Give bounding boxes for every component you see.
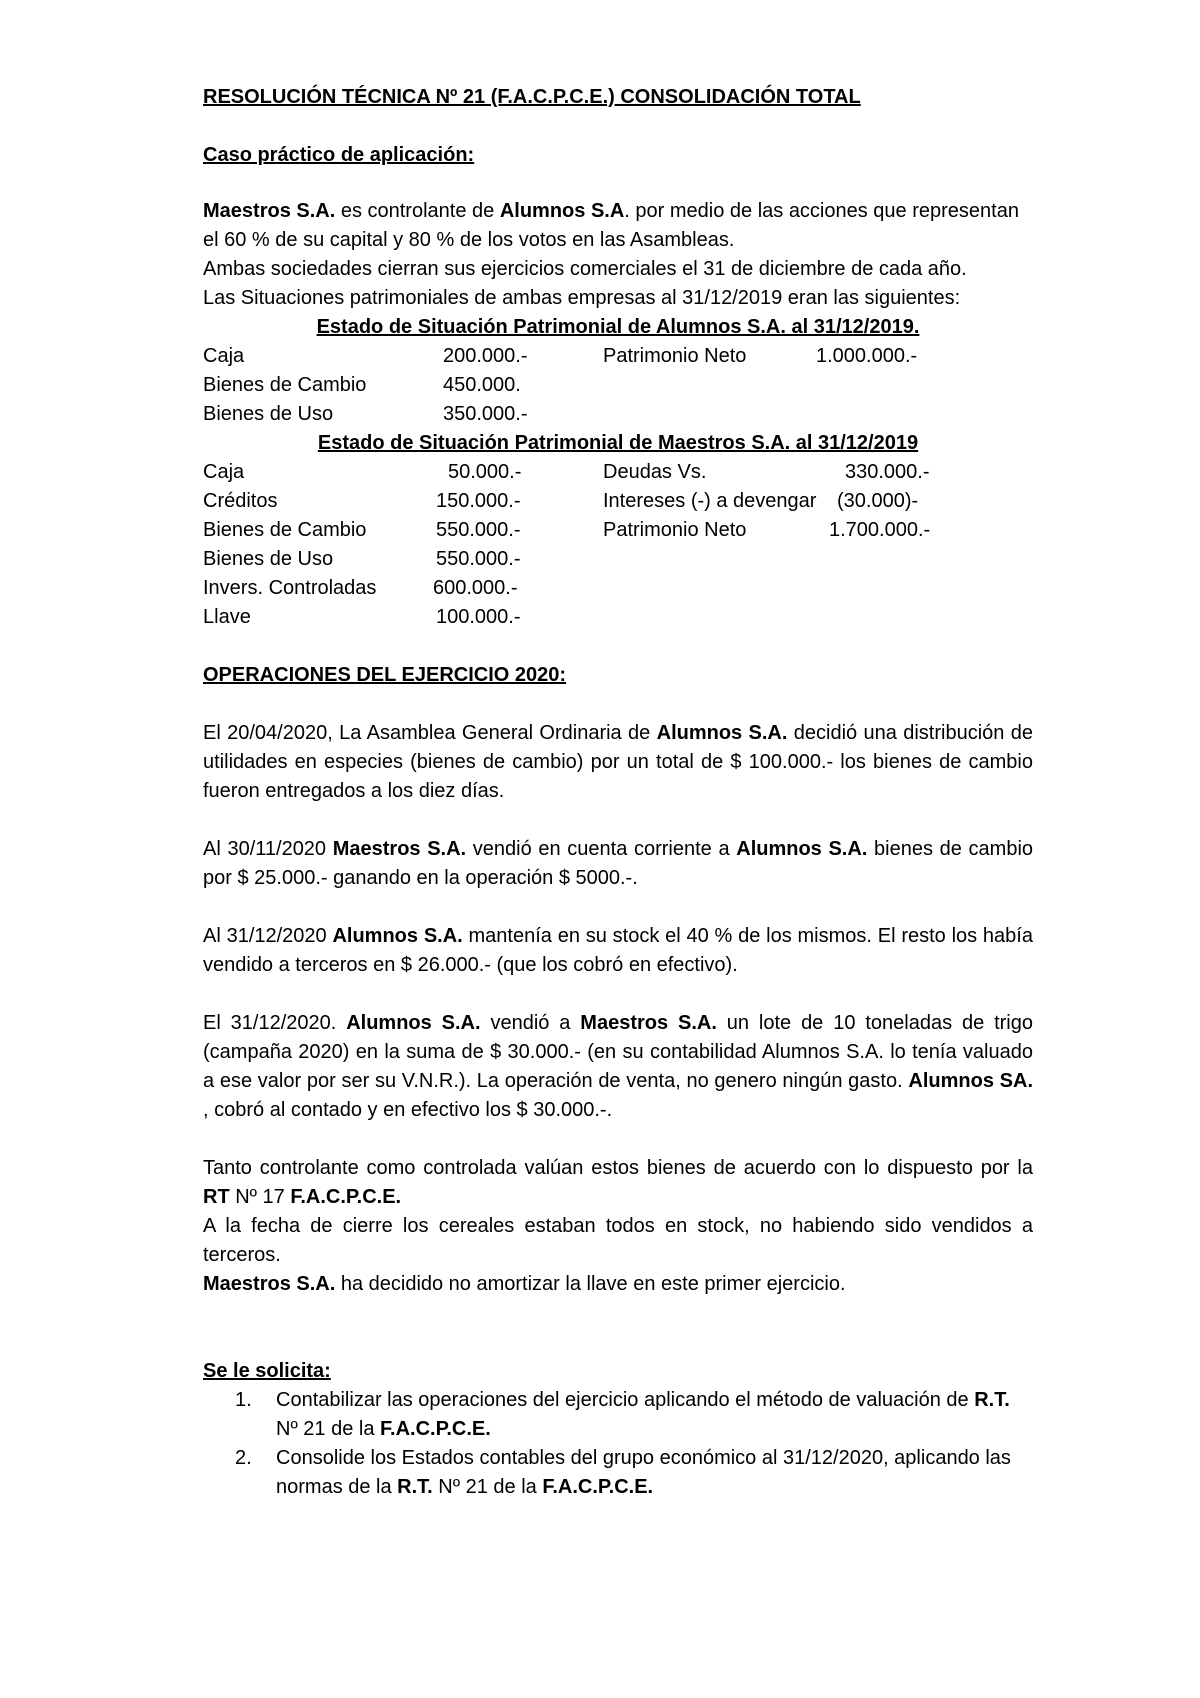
request-heading: Se le solicita:	[203, 1360, 331, 1382]
document-heading-block	[203, 83, 1033, 112]
norm-reference: RT	[203, 1186, 230, 1208]
account-amount: 330.000.-	[845, 461, 930, 483]
intro-section	[203, 197, 1033, 313]
account-name: Caja	[203, 345, 245, 367]
text-run: Nº 21 de la	[432, 1476, 543, 1498]
text-run: El 20/04/2020, La Asamblea General Ordinaria de	[203, 722, 657, 744]
account-amount: 1.700.000.-	[829, 519, 931, 541]
norm-reference: R.T.	[974, 1389, 1010, 1411]
balance-row	[203, 342, 1033, 371]
text-run: es controlante de	[335, 200, 500, 222]
request-section	[203, 1357, 1033, 1502]
company-name: Alumnos S.A.	[736, 838, 868, 860]
company-name: Alumnos SA.	[908, 1070, 1033, 1092]
company-name: Alumnos S.A	[499, 200, 625, 222]
account-amount: 600.000.-	[433, 577, 518, 599]
account-name: Patrimonio Neto	[603, 345, 747, 367]
request-list	[203, 1386, 1033, 1502]
account-name: Deudas Vs.	[603, 461, 707, 483]
text-run: decidió una distribución de utilidades en especies (bienes de cambio) por un total de $ 100.000.- los bienes de cambio fueron entregados a los diez días.	[203, 722, 1033, 802]
text-run: vendió a	[480, 1012, 581, 1034]
text-run: Consolide los Estados contables del grupo económico al 31/12/2020, aplicando las normas de la	[276, 1447, 1011, 1498]
paragraph-text	[203, 719, 1033, 806]
text-run: Nº 17	[229, 1186, 291, 1208]
balance-row	[203, 603, 1033, 632]
account-name: Invers. Controladas	[203, 577, 377, 599]
text-run: . por medio de las acciones que representan	[624, 200, 1019, 222]
list-number: 1.	[235, 1389, 252, 1411]
paragraph-text	[203, 922, 1033, 980]
account-name: Patrimonio Neto	[603, 519, 747, 541]
operation-paragraph-3	[203, 922, 1033, 980]
norm-reference: R.T.	[397, 1476, 433, 1498]
operation-paragraph-4	[203, 1009, 1033, 1125]
norm-reference: F.A.C.P.C.E.	[380, 1418, 491, 1440]
balance-row	[203, 371, 1033, 400]
paragraph-text	[203, 835, 1033, 893]
balance-row	[203, 400, 1033, 429]
balance-row	[203, 458, 1033, 487]
list-item	[203, 1444, 1033, 1502]
operation-paragraph-1	[203, 719, 1033, 806]
balance-title: Estado de Situación Patrimonial de Alumnos S.A. al 31/12/2019.	[316, 316, 920, 338]
operation-paragraph-5	[203, 1154, 1033, 1299]
account-amount: 1.000.000.-	[816, 345, 918, 367]
text-run: un lote de 10 toneladas de trigo (campaña 2020) en la suma de $ 30.000.- (en su contabilidad Alumnos S.A. lo tenía valuado a ese valor por ser su V.N.R.). La operación de venta, no genero ningún gasto.	[203, 1012, 1033, 1092]
account-amount: 100.000.-	[436, 606, 521, 628]
paragraph-text	[203, 1270, 1033, 1299]
account-amount: 450.000.	[443, 374, 521, 396]
account-amount: 50.000.-	[448, 461, 522, 483]
subheading-block	[203, 141, 1033, 170]
account-name: Bienes de Uso	[203, 548, 334, 570]
operations-heading: OPERACIONES DEL EJERCICIO 2020:	[203, 664, 567, 686]
company-name: Maestros S.A.	[203, 200, 336, 222]
intro-line-1	[203, 197, 1033, 226]
company-name: Maestros S.A.	[580, 1012, 717, 1034]
account-name: Bienes de Cambio	[203, 519, 367, 541]
balance-title: Estado de Situación Patrimonial de Maestros S.A. al 31/12/2019	[317, 432, 919, 454]
text-run: mantenía en su stock el 40 % de los mismos. El resto los había vendido a terceros en $ 26.000.- (que los cobró en efectivo).	[203, 925, 1033, 976]
balance-row	[203, 487, 1033, 516]
company-name: Alumnos S.A.	[656, 722, 788, 744]
account-amount: 550.000.-	[436, 548, 521, 570]
balance-row	[203, 574, 1033, 603]
text-run: Al 30/11/2020	[203, 838, 333, 860]
account-name: Créditos	[203, 490, 278, 512]
maestros-balance-sheet	[203, 429, 1033, 632]
account-amount: 150.000.-	[436, 490, 521, 512]
intro-line-3: Ambas sociedades cierran sus ejercicios comerciales el 31 de diciembre de cada año.	[203, 258, 967, 280]
account-name: Bienes de Uso	[203, 403, 334, 425]
company-name: Alumnos S.A.	[346, 1012, 481, 1034]
company-name: Alumnos S.A.	[332, 925, 463, 947]
alumnos-balance-sheet	[203, 313, 1033, 429]
intro-line-2: el 60 % de su capital y 80 % de los votos en las Asambleas.	[203, 229, 735, 251]
text-run: bienes de cambio por $ 25.000.- ganando en la operación $ 5000.-.	[203, 838, 1034, 889]
operation-paragraph-2	[203, 835, 1033, 893]
balance-row	[203, 516, 1033, 545]
company-name: Maestros S.A.	[203, 1273, 336, 1295]
case-subheading: Caso práctico de aplicación:	[203, 144, 475, 166]
account-name: Bienes de Cambio	[203, 374, 367, 396]
text-run: Tanto controlante como controlada valúan estos bienes de acuerdo con lo dispuesto por la	[203, 1157, 1033, 1179]
document-title: RESOLUCIÓN TÉCNICA Nº 21 (F.A.C.P.C.E.) CONSOLIDACIÓN TOTAL	[203, 86, 861, 108]
paragraph-text	[203, 1154, 1033, 1212]
text-run: El 31/12/2020.	[203, 1012, 347, 1034]
paragraph-text	[203, 1009, 1033, 1125]
text-run: , cobró al contado y en efectivo los $ 30.000.-.	[203, 1099, 613, 1121]
balance-row	[203, 545, 1033, 574]
text-run: Al 31/12/2020	[203, 925, 333, 947]
account-amount: (30.000)-	[837, 490, 919, 512]
text-run: Nº 21 de la	[276, 1418, 381, 1440]
company-name: Maestros S.A.	[332, 838, 467, 860]
account-name: Caja	[203, 461, 245, 483]
account-amount: 550.000.-	[436, 519, 521, 541]
account-amount: 200.000.-	[443, 345, 528, 367]
list-item	[203, 1386, 1033, 1444]
norm-reference: F.A.C.P.C.E.	[290, 1186, 402, 1208]
text-run: ha decidido no amortizar la llave en este primer ejercicio.	[335, 1273, 846, 1295]
operations-heading-block	[203, 661, 1033, 690]
account-name: Intereses (-) a devengar	[603, 490, 817, 512]
account-amount: 350.000.-	[443, 403, 528, 425]
norm-reference: F.A.C.P.C.E.	[542, 1476, 654, 1498]
intro-line-4: Las Situaciones patrimoniales de ambas empresas al 31/12/2019 eran las siguientes:	[203, 287, 961, 309]
text-run: Contabilizar las operaciones del ejercicio aplicando el método de valuación de	[276, 1389, 975, 1411]
paragraph-text: A la fecha de cierre los cereales estaban todos en stock, no habiendo sido vendidos a terceros.	[203, 1215, 1033, 1266]
account-name: Llave	[203, 606, 251, 628]
list-number: 2.	[235, 1447, 252, 1469]
text-run: vendió en cuenta corriente a	[466, 838, 737, 860]
